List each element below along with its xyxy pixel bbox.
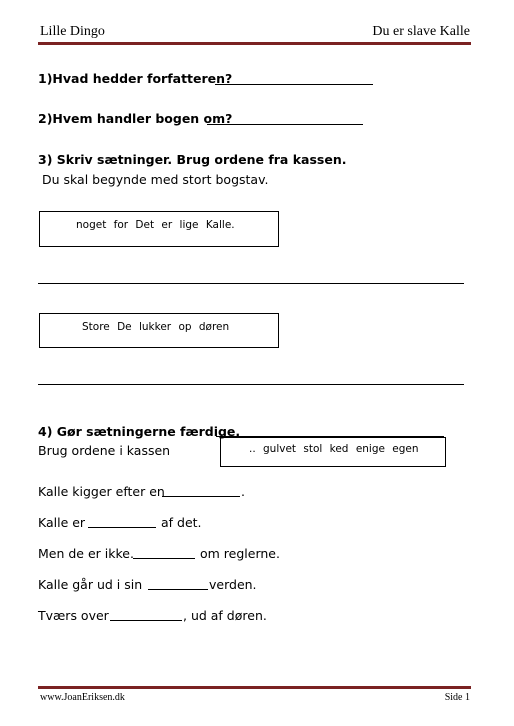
sentence-2-part-a: Kalle er: [38, 515, 86, 530]
sentence-2-blank: [88, 527, 156, 528]
answer-line-2: [207, 124, 363, 125]
question-4-instruction: Brug ordene i kassen: [38, 443, 171, 458]
question-3-instruction: Du skal begynde med stort bogstav.: [42, 172, 269, 187]
question-4-title: 4) Gør sætningerne færdige.: [38, 424, 241, 439]
answer-line-1: [215, 84, 373, 85]
sentence-2-part-b: af det.: [161, 515, 202, 530]
writing-line-1: [38, 283, 464, 284]
footer-website: www.JoanEriksen.dk: [40, 692, 125, 703]
footer-page-number: Side 1: [444, 692, 470, 703]
header-right-title: Du er slave Kalle: [372, 24, 470, 39]
footer-rule: [38, 686, 471, 689]
word-box-2: [39, 313, 279, 348]
sentence-1-part-b: .: [241, 484, 245, 499]
header-rule: [38, 42, 471, 45]
sentence-5-blank: [110, 620, 182, 621]
question-1: 1)Hvad hedder forfatteren?: [38, 71, 233, 86]
sentence-5-part-a: Tværs over: [38, 608, 109, 623]
header-left-title: Lille Dingo: [40, 24, 105, 39]
word-box-3: [220, 437, 446, 467]
question-2: 2)Hvem handler bogen om?: [38, 111, 233, 126]
sentence-4-blank: [148, 589, 208, 590]
word-box-2-text: Store De lukker op døren: [82, 320, 230, 333]
word-box-3-text: .. gulvet stol ked enige egen: [249, 443, 419, 455]
sentence-1-blank: [162, 496, 240, 497]
writing-line-2: [38, 384, 464, 385]
word-box-1-text: noget for Det er lige Kalle.: [76, 219, 235, 231]
sentence-3-blank: [133, 558, 195, 559]
sentence-5-part-b: , ud af døren.: [183, 608, 267, 623]
sentence-1-part-a: Kalle kigger efter en: [38, 484, 165, 499]
sentence-4-part-a: Kalle går ud i sin: [38, 577, 143, 592]
sentence-3-part-a: Men de er ikke.: [38, 546, 134, 561]
sentence-3-part-b: om reglerne.: [200, 546, 280, 561]
word-box-1: [39, 211, 279, 247]
sentence-4-part-b: verden.: [209, 577, 257, 592]
question-3-title: 3) Skriv sætninger. Brug ordene fra kassen.: [38, 152, 347, 167]
